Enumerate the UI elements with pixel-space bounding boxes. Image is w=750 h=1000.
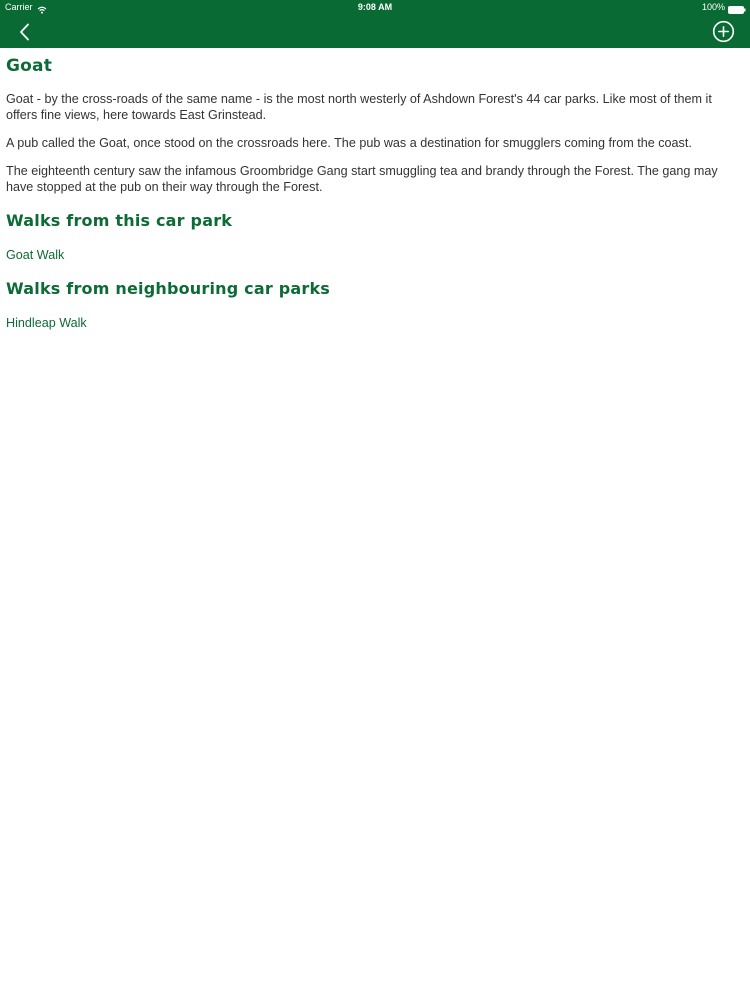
add-button[interactable] xyxy=(712,20,735,43)
navigation-bar xyxy=(0,15,750,48)
section-heading: Walks from neighbouring car parks xyxy=(6,279,331,298)
carrier-label: Carrier xyxy=(5,2,33,12)
walk-link-hindleap-walk[interactable]: Hindleap Walk xyxy=(6,316,87,330)
walks-from-neighbouring-car-parks-section xyxy=(6,277,744,331)
status-right xyxy=(702,0,746,15)
walks-from-this-car-park-section xyxy=(6,209,744,263)
battery-icon xyxy=(728,4,746,12)
description-paragraph: A pub called the Goat, once stood on the crossroads here. The pub was a destination for smugglers coming from the coast. xyxy=(6,136,692,150)
status-time: 9:08 AM xyxy=(357,2,393,12)
chevron-left-icon xyxy=(14,21,36,43)
top-bar xyxy=(0,0,750,48)
section-heading: Walks from this car park xyxy=(6,211,233,230)
page-title: Goat xyxy=(6,56,53,76)
plus-circle-icon xyxy=(712,20,735,43)
description-paragraph: The eighteenth century saw the infamous Groombridge Gang start smuggling tea and brandy through the Forest. The gang may have stopped at the pub on their way through the Forest. xyxy=(6,164,718,194)
description-paragraph: Goat - by the cross-roads of the same name - is the most north westerly of Ashdown Forest's 44 car parks. Like most of them it offers fine views, here towards East Grinstead. xyxy=(6,92,712,122)
walk-link-goat-walk[interactable]: Goat Walk xyxy=(6,248,65,262)
main-content xyxy=(0,48,750,331)
car-park-description xyxy=(6,91,744,195)
back-button[interactable] xyxy=(14,21,36,43)
status-bar xyxy=(0,0,750,15)
battery-percentage: 100% xyxy=(701,2,725,12)
